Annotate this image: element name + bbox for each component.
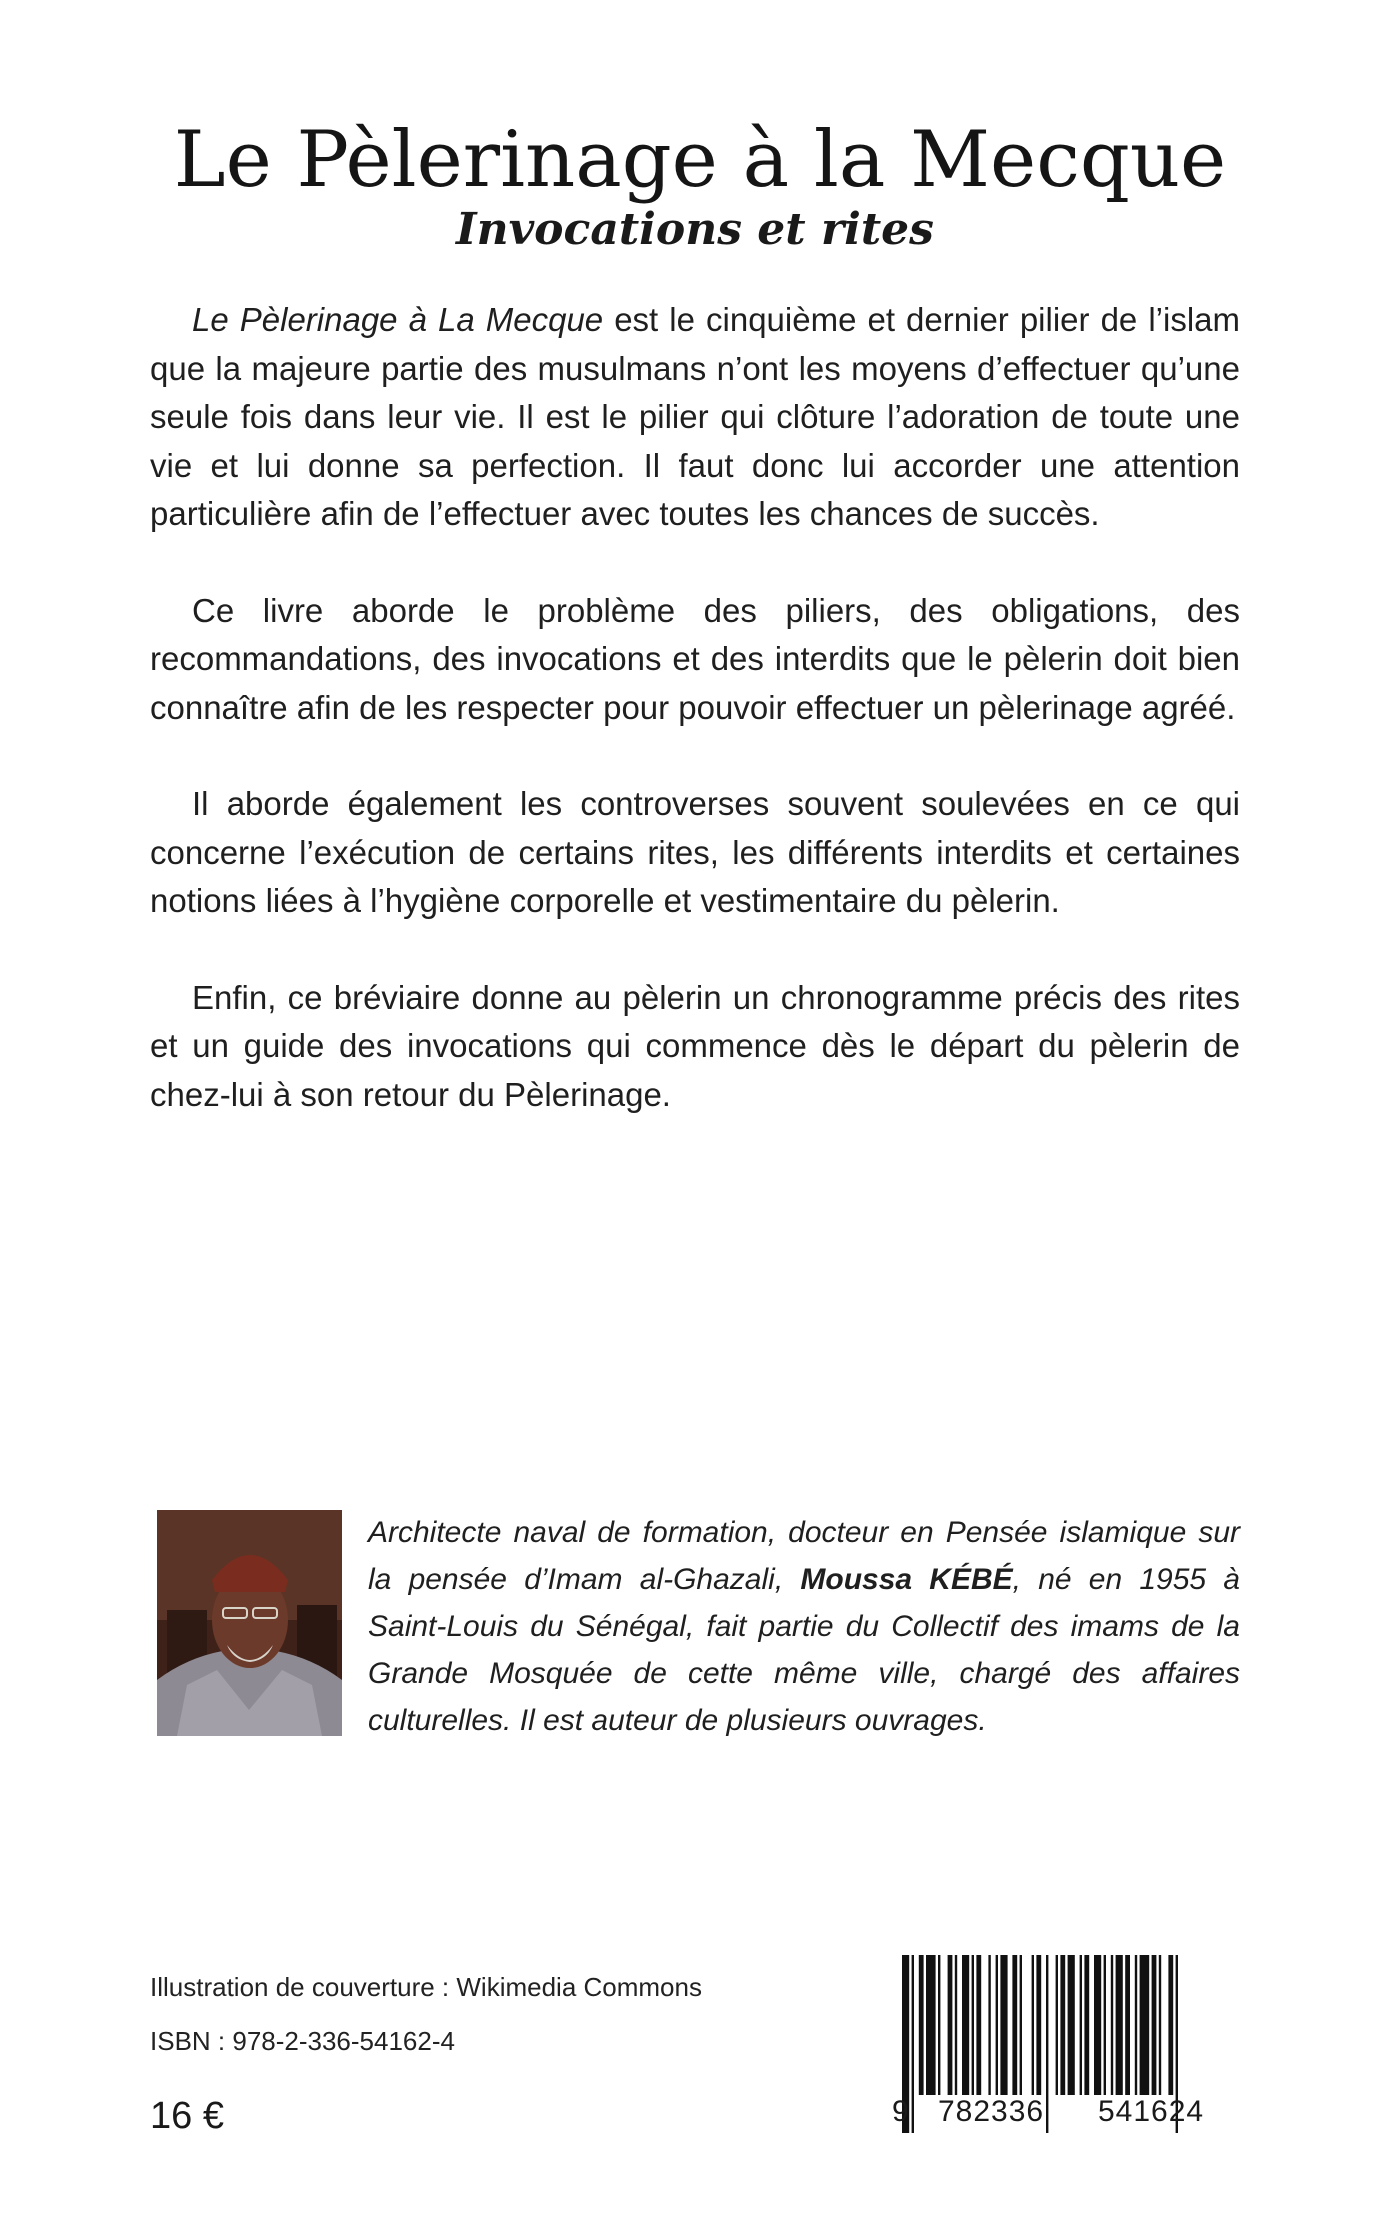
author-bio <box>368 1509 1240 1744</box>
barcode-bar <box>1084 1955 1089 2095</box>
barcode-bar <box>988 1955 990 2095</box>
barcode-bar <box>1068 1955 1075 2095</box>
book-subtitle: Invocations et rites <box>456 204 934 255</box>
barcode-prefix-digit: 9 <box>892 2095 909 2128</box>
barcode-bar <box>1000 1955 1007 2095</box>
barcode-bar <box>1111 1955 1113 2095</box>
barcode-digits-group-1: 782336 <box>938 2095 1045 2128</box>
blurb-paragraph-3: Il aborde également les controverses souvent soulevées en ce qui concerne l’exécution de certains rites, les différents interdits et certaines notions liées à l’hygiène corporelle et vestimentaire du pèlerin. <box>150 785 1240 919</box>
barcode-digits-group-2: 541624 <box>1098 2095 1205 2128</box>
barcode-bar <box>955 1955 957 2095</box>
blurb <box>150 296 1240 1167</box>
blurb-paragraph-2: Ce livre aborde le problème des piliers, des obligations, des recommandations, des invocations et des interdits que le pèlerin doit bien connaître afin de les respecter pour pouvoir effectuer un pèlerinage agréé. <box>150 591 1240 726</box>
barcode-bar <box>912 1955 914 2133</box>
barcode-bar <box>976 1955 981 2095</box>
blurb-book-title: Le Pèlerinage à La Mecque <box>192 301 604 338</box>
barcode-bar <box>919 1955 924 2095</box>
blurb-paragraph-1 <box>150 296 1240 539</box>
barcode-bar <box>1116 1955 1123 2095</box>
barcode-bar <box>1135 1955 1137 2095</box>
author-name: Moussa KÉBÉ <box>800 1563 1013 1596</box>
isbn: ISBN : 978-2-336-54162-4 <box>150 2026 455 2056</box>
barcode-bar <box>972 1955 974 2095</box>
barcode-bar <box>1140 1955 1150 2095</box>
barcode-bar <box>1060 1955 1065 2095</box>
barcode-bar <box>1012 1955 1017 2095</box>
barcode-bar <box>1152 1955 1157 2095</box>
barcode-bar <box>1080 1955 1082 2095</box>
book-title: Le Pèlerinage à la Mecque <box>173 115 1227 205</box>
barcode-bar <box>962 1955 969 2095</box>
barcode-bar <box>1125 1955 1130 2095</box>
barcode-bar <box>1046 1955 1048 2133</box>
barcode-bar <box>1036 1955 1041 2095</box>
barcode-bar <box>938 1955 940 2095</box>
barcode-bar <box>1020 1955 1022 2095</box>
cover-illustration-credit: Illustration de couverture : Wikimedia Commons <box>150 1972 702 2002</box>
barcode-bar <box>1159 1955 1161 2095</box>
barcode-bar <box>948 1955 953 2095</box>
blurb-paragraph-1-text: est le cinquième et dernier pilier de l’islam que la majeure partie des musulmans n’ont les moyens d’effectuer qu’une seule fois dans leur vie. Il est le pilier qui clôture l’adoration de toute une vie et lui donne sa perfection. Il faut donc lui accorder une attention particulière afin de l’effectuer avec toutes les chances de succès. <box>150 301 1240 532</box>
price: 16 € <box>150 2095 224 2137</box>
barcode-bar <box>996 1955 998 2095</box>
barcode-bar <box>1056 1955 1058 2095</box>
barcode-bar <box>1168 1955 1173 2095</box>
barcode-bar <box>1104 1955 1106 2095</box>
author-bio-before: Architecte naval de formation, docteur en Pensée islamique sur la pensée d’Imam al-Ghazali, <box>368 1516 1240 1596</box>
barcode-bar <box>926 1955 936 2095</box>
blurb-paragraph-4: Enfin, ce bréviaire donne au pèlerin un chronogramme précis des rites et un guide des invocations qui commence dès le départ du pèlerin de chez-lui à son retour du Pèlerinage. <box>150 978 1240 1113</box>
barcode-bar <box>1094 1955 1101 2095</box>
author-portrait-icon <box>157 1510 342 1736</box>
author-bio-after: , né en 1955 à Saint-Louis du Sénégal, fait partie du Collectif des imams de la Grande Mosquée de cette même ville, chargé des affaires culturelles. Il est auteur de plusieurs ouvrages. <box>368 1563 1240 1737</box>
barcode-bar <box>1032 1955 1034 2095</box>
